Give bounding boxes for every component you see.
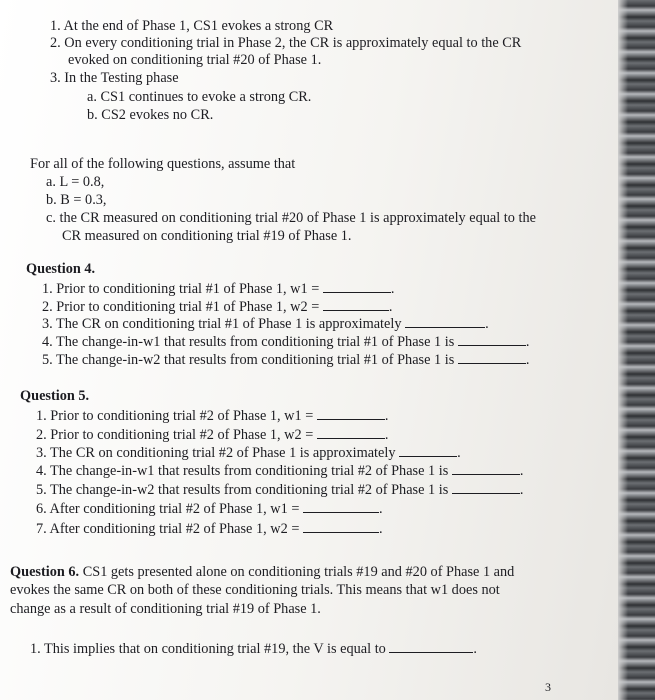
- spiral-binding: [618, 0, 655, 700]
- q6-item-1-text: 1. This implies that on conditioning trial #19, the V is equal to: [30, 641, 386, 657]
- q6-paragraph-line-1: [10, 564, 514, 581]
- q5-item-7-answer-blank[interactable]: [303, 520, 379, 533]
- q5-item-7-text: 7. After conditioning trial #2 of Phase 1, w2 =: [36, 521, 300, 537]
- q5-item-6-text: 6. After conditioning trial #2 of Phase 1, w1 =: [36, 501, 300, 517]
- page-number: 3: [545, 680, 551, 694]
- intro-item-2: 2. On every conditioning trial in Phase 2, the CR is approximately equal to the CR: [50, 35, 522, 51]
- q4-item-3-answer-blank[interactable]: [405, 315, 485, 328]
- q6-item-1: 1. This implies that on conditioning trial #19, the V is equal to .: [30, 641, 477, 657]
- assumption-b: b. B = 0.3,: [46, 192, 107, 208]
- question-5-title: Question 5.: [20, 388, 90, 404]
- q5-item-6: 6. After conditioning trial #2 of Phase 1, w1 = .: [36, 501, 383, 517]
- q5-item-5: 5. The change-in-w2 that results from conditioning trial #2 of Phase 1 is .: [36, 482, 524, 498]
- assumption-c: c. the CR measured on conditioning trial #20 of Phase 1 is approximately equal to the: [46, 210, 536, 226]
- q4-item-2-answer-blank[interactable]: [323, 298, 389, 311]
- q4-item-5-text: 5. The change-in-w2 that results from conditioning trial #1 of Phase 1 is: [42, 352, 455, 368]
- q4-item-5-answer-blank[interactable]: [458, 351, 526, 364]
- q5-item-3-text: 3. The CR on conditioning trial #2 of Phase 1 is approximately: [36, 445, 396, 461]
- q6-text-line-1: CS1 gets presented alone on conditioning trials #19 and #20 of Phase 1 and: [82, 564, 515, 580]
- q6-item-1-answer-blank[interactable]: [389, 640, 473, 653]
- q5-item-1-text: 1. Prior to conditioning trial #2 of Phase 1, w1 =: [36, 408, 314, 424]
- q4-item-2-text: 2. Prior to conditioning trial #1 of Phase 1, w2 =: [42, 299, 320, 315]
- q5-item-2: 2. Prior to conditioning trial #2 of Phase 1, w2 = .: [36, 427, 389, 443]
- q4-item-4-text: 4. The change-in-w1 that results from conditioning trial #1 of Phase 1 is: [42, 334, 455, 350]
- assumption-c-continued: CR measured on conditioning trial #19 of Phase 1.: [62, 228, 352, 244]
- q4-item-5: 5. The change-in-w2 that results from conditioning trial #1 of Phase 1 is .: [42, 352, 530, 368]
- q5-item-4: 4. The change-in-w1 that results from conditioning trial #2 of Phase 1 is .: [36, 463, 524, 479]
- q5-item-2-text: 2. Prior to conditioning trial #2 of Phase 1, w2 =: [36, 427, 314, 443]
- q5-item-3-answer-blank[interactable]: [399, 444, 457, 457]
- q5-item-7: 7. After conditioning trial #2 of Phase 1, w2 = .: [36, 521, 383, 537]
- q5-item-4-text: 4. The change-in-w1 that results from conditioning trial #2 of Phase 1 is: [36, 463, 449, 479]
- q5-item-4-answer-blank[interactable]: [452, 462, 520, 475]
- q4-item-3-text: 3. The CR on conditioning trial #1 of Phase 1 is approximately: [42, 316, 402, 332]
- q5-item-5-text: 5. The change-in-w2 that results from conditioning trial #2 of Phase 1 is: [36, 482, 449, 498]
- q4-item-2: 2. Prior to conditioning trial #1 of Phase 1, w2 = .: [42, 299, 393, 315]
- q5-item-6-answer-blank[interactable]: [303, 500, 379, 513]
- q6-text-line-3: change as a result of conditioning trial #19 of Phase 1.: [10, 601, 321, 617]
- q5-item-3: 3. The CR on conditioning trial #2 of Phase 1 is approximately .: [36, 445, 461, 461]
- intro-item-3b: b. CS2 evokes no CR.: [87, 107, 214, 123]
- q4-item-1-text: 1. Prior to conditioning trial #1 of Phase 1, w1 =: [42, 281, 320, 297]
- q5-item-2-answer-blank[interactable]: [317, 426, 385, 439]
- q4-item-3: 3. The CR on conditioning trial #1 of Phase 1 is approximately .: [42, 316, 489, 332]
- question-4-title: Question 4.: [26, 261, 96, 277]
- intro-item-1: 1. At the end of Phase 1, CS1 evokes a strong CR: [50, 18, 334, 34]
- q5-item-5-answer-blank[interactable]: [452, 481, 520, 494]
- q6-text-line-2: evokes the same CR on both of these conditioning trials. This means that w1 does not: [10, 582, 500, 598]
- intro-item-2-continued: evoked on conditioning trial #20 of Phase 1.: [68, 52, 322, 68]
- q5-item-1: 1. Prior to conditioning trial #2 of Phase 1, w1 = .: [36, 408, 389, 424]
- q5-item-1-answer-blank[interactable]: [317, 407, 385, 420]
- q4-item-1-answer-blank[interactable]: [323, 280, 391, 293]
- intro-item-3a: a. CS1 continues to evoke a strong CR.: [87, 89, 312, 105]
- q4-item-4: 4. The change-in-w1 that results from conditioning trial #1 of Phase 1 is .: [42, 334, 530, 350]
- q4-item-4-answer-blank[interactable]: [458, 333, 526, 346]
- intro-item-3: 3. In the Testing phase: [50, 70, 179, 86]
- q4-item-1: 1. Prior to conditioning trial #1 of Phase 1, w1 = .: [42, 281, 395, 297]
- question-6-title: Question 6.: [10, 564, 80, 580]
- assumptions-lead: For all of the following questions, assume that: [30, 156, 296, 172]
- assumption-a: a. L = 0.8,: [46, 174, 105, 190]
